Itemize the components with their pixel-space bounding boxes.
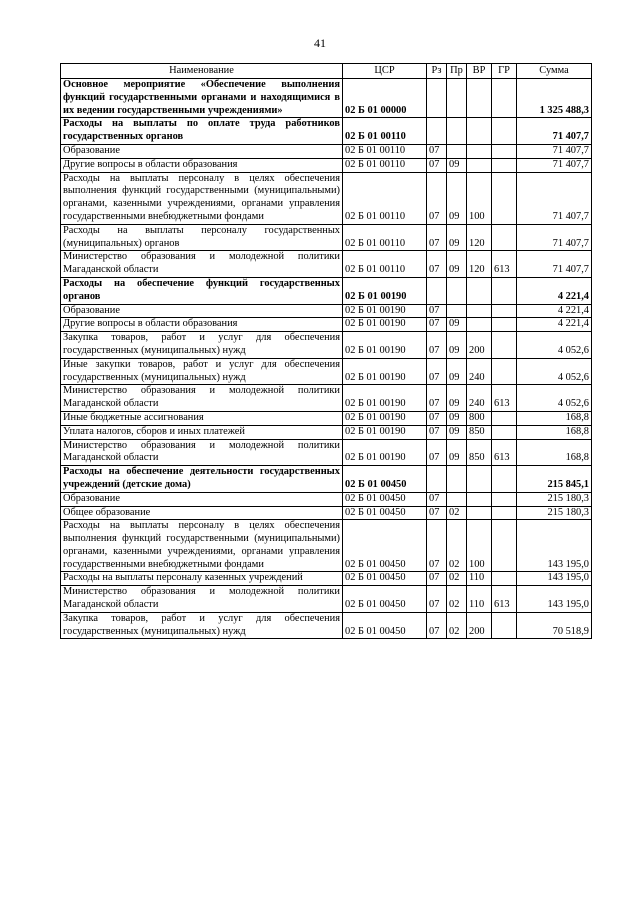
cell-rz: 07 — [427, 385, 447, 412]
cell-sum: 4 221,4 — [517, 318, 592, 332]
cell-name: Расходы на выплаты персоналу в целях обеспечения выполнения функций государственными (муниципальными) органами, казенными учреждениями, органами управления государственными внебюджетными фондами — [61, 520, 343, 572]
cell-gr — [492, 224, 517, 251]
cell-name: Иные закупки товаров, работ и услуг для обеспечения государственных (муниципальных) нужд — [61, 358, 343, 385]
cell-csr: 02 Б 01 00110 — [343, 158, 427, 172]
header-pr: Пр — [447, 64, 467, 79]
table-header-row — [61, 64, 592, 79]
cell-vr: 800 — [467, 411, 492, 425]
cell-vr: 120 — [467, 251, 492, 278]
cell-sum: 215 180,3 — [517, 506, 592, 520]
cell-rz: 07 — [427, 586, 447, 613]
cell-vr: 200 — [467, 332, 492, 359]
cell-pr: 09 — [447, 439, 467, 466]
cell-csr: 02 Б 01 00190 — [343, 304, 427, 318]
cell-csr: 02 Б 01 00000 — [343, 79, 427, 118]
budget-table — [60, 63, 592, 639]
cell-gr: 613 — [492, 439, 517, 466]
cell-pr: 09 — [447, 358, 467, 385]
cell-name: Министерство образования и молодежной политики Магаданской области — [61, 439, 343, 466]
cell-vr — [467, 492, 492, 506]
cell-sum: 4 052,6 — [517, 332, 592, 359]
cell-pr — [447, 304, 467, 318]
cell-rz: 07 — [427, 425, 447, 439]
table-row — [61, 251, 592, 278]
header-sum: Сумма — [517, 64, 592, 79]
cell-sum: 1 325 488,3 — [517, 79, 592, 118]
cell-sum: 168,8 — [517, 411, 592, 425]
table-row — [61, 358, 592, 385]
cell-csr: 02 Б 01 00450 — [343, 492, 427, 506]
cell-rz — [427, 79, 447, 118]
cell-pr: 09 — [447, 224, 467, 251]
cell-vr: 240 — [467, 358, 492, 385]
cell-pr — [447, 277, 467, 304]
cell-name: Другие вопросы в области образования — [61, 318, 343, 332]
cell-pr: 09 — [447, 385, 467, 412]
cell-pr: 09 — [447, 158, 467, 172]
cell-rz: 07 — [427, 411, 447, 425]
table-row — [61, 586, 592, 613]
cell-vr — [467, 118, 492, 145]
cell-csr: 02 Б 01 00450 — [343, 466, 427, 493]
cell-pr: 09 — [447, 172, 467, 224]
cell-sum: 70 518,9 — [517, 612, 592, 639]
cell-rz: 07 — [427, 318, 447, 332]
cell-pr: 02 — [447, 586, 467, 613]
cell-name: Основное мероприятие «Обеспечение выполнения функций государственными органами и находящимися в их ведении государственными учреждениями» — [61, 79, 343, 118]
cell-gr — [492, 358, 517, 385]
cell-pr: 09 — [447, 425, 467, 439]
cell-sum: 71 407,7 — [517, 158, 592, 172]
cell-csr: 02 Б 01 00110 — [343, 251, 427, 278]
cell-sum: 168,8 — [517, 425, 592, 439]
cell-vr: 110 — [467, 586, 492, 613]
cell-pr: 09 — [447, 251, 467, 278]
cell-name: Общее образование — [61, 506, 343, 520]
cell-vr — [467, 304, 492, 318]
table-body — [61, 79, 592, 639]
cell-gr — [492, 506, 517, 520]
cell-vr: 200 — [467, 612, 492, 639]
cell-name: Образование — [61, 304, 343, 318]
cell-gr — [492, 304, 517, 318]
table-row — [61, 318, 592, 332]
cell-rz: 07 — [427, 612, 447, 639]
cell-pr — [447, 144, 467, 158]
table-row — [61, 572, 592, 586]
cell-rz: 07 — [427, 358, 447, 385]
cell-csr: 02 Б 01 00190 — [343, 318, 427, 332]
header-rz: Рз — [427, 64, 447, 79]
cell-sum: 143 195,0 — [517, 586, 592, 613]
cell-pr: 09 — [447, 411, 467, 425]
cell-gr: 613 — [492, 586, 517, 613]
cell-gr — [492, 411, 517, 425]
table-row — [61, 304, 592, 318]
cell-csr: 02 Б 01 00190 — [343, 358, 427, 385]
table-row — [61, 172, 592, 224]
cell-rz: 07 — [427, 251, 447, 278]
cell-vr — [467, 466, 492, 493]
cell-sum: 71 407,7 — [517, 251, 592, 278]
cell-name: Закупка товаров, работ и услуг для обеспечения государственных (муниципальных) нужд — [61, 612, 343, 639]
cell-sum: 143 195,0 — [517, 572, 592, 586]
cell-pr: 09 — [447, 332, 467, 359]
cell-pr: 02 — [447, 572, 467, 586]
cell-csr: 02 Б 01 00190 — [343, 277, 427, 304]
cell-sum: 168,8 — [517, 439, 592, 466]
cell-name: Расходы на выплаты персоналу казенных учреждений — [61, 572, 343, 586]
cell-pr: 09 — [447, 318, 467, 332]
cell-csr: 02 Б 01 00450 — [343, 572, 427, 586]
cell-sum: 143 195,0 — [517, 520, 592, 572]
cell-rz — [427, 277, 447, 304]
cell-csr: 02 Б 01 00450 — [343, 612, 427, 639]
table-row — [61, 158, 592, 172]
cell-rz: 07 — [427, 572, 447, 586]
cell-rz — [427, 118, 447, 145]
cell-name: Иные бюджетные ассигнования — [61, 411, 343, 425]
table-row — [61, 224, 592, 251]
cell-vr: 240 — [467, 385, 492, 412]
table-row — [61, 118, 592, 145]
header-name: Наименование — [61, 64, 343, 79]
cell-pr — [447, 492, 467, 506]
cell-gr — [492, 144, 517, 158]
cell-rz: 07 — [427, 172, 447, 224]
cell-name: Образование — [61, 492, 343, 506]
cell-csr: 02 Б 01 00190 — [343, 439, 427, 466]
cell-name: Министерство образования и молодежной политики Магаданской области — [61, 385, 343, 412]
table-row — [61, 612, 592, 639]
cell-pr — [447, 466, 467, 493]
cell-sum: 71 407,7 — [517, 172, 592, 224]
cell-rz: 07 — [427, 332, 447, 359]
cell-pr — [447, 79, 467, 118]
cell-sum: 4 221,4 — [517, 277, 592, 304]
cell-name: Закупка товаров, работ и услуг для обеспечения государственных (муниципальных) нужд — [61, 332, 343, 359]
table-row — [61, 506, 592, 520]
table-row — [61, 466, 592, 493]
table-row — [61, 520, 592, 572]
cell-sum: 4 221,4 — [517, 304, 592, 318]
cell-pr: 02 — [447, 520, 467, 572]
cell-rz: 07 — [427, 492, 447, 506]
cell-rz: 07 — [427, 304, 447, 318]
cell-name: Расходы на обеспечение деятельности государственных учреждений (детские дома) — [61, 466, 343, 493]
cell-vr: 100 — [467, 172, 492, 224]
cell-rz: 07 — [427, 224, 447, 251]
cell-name: Образование — [61, 144, 343, 158]
table-row — [61, 332, 592, 359]
cell-name: Расходы на выплаты персоналу государственных (муниципальных) органов — [61, 224, 343, 251]
cell-csr: 02 Б 01 00110 — [343, 224, 427, 251]
cell-csr: 02 Б 01 00450 — [343, 586, 427, 613]
header-vr: ВР — [467, 64, 492, 79]
cell-csr: 02 Б 01 00190 — [343, 332, 427, 359]
table-row — [61, 144, 592, 158]
cell-csr: 02 Б 01 00450 — [343, 506, 427, 520]
cell-vr: 850 — [467, 425, 492, 439]
cell-csr: 02 Б 01 00110 — [343, 172, 427, 224]
cell-gr — [492, 332, 517, 359]
cell-vr — [467, 158, 492, 172]
cell-name: Другие вопросы в области образования — [61, 158, 343, 172]
cell-sum: 4 052,6 — [517, 358, 592, 385]
cell-gr — [492, 466, 517, 493]
cell-gr — [492, 79, 517, 118]
cell-gr — [492, 277, 517, 304]
cell-name: Расходы на обеспечение функций государственных органов — [61, 277, 343, 304]
cell-gr — [492, 158, 517, 172]
table-row — [61, 79, 592, 118]
cell-csr: 02 Б 01 00190 — [343, 385, 427, 412]
cell-rz: 07 — [427, 506, 447, 520]
cell-sum: 71 407,7 — [517, 224, 592, 251]
cell-vr — [467, 506, 492, 520]
cell-gr — [492, 612, 517, 639]
table-row — [61, 492, 592, 506]
cell-name: Министерство образования и молодежной политики Магаданской области — [61, 586, 343, 613]
cell-vr — [467, 318, 492, 332]
cell-sum: 215 845,1 — [517, 466, 592, 493]
cell-rz — [427, 466, 447, 493]
cell-csr: 02 Б 01 00110 — [343, 144, 427, 158]
cell-sum: 71 407,7 — [517, 118, 592, 145]
cell-name: Расходы на выплаты по оплате труда работников государственных органов — [61, 118, 343, 145]
cell-rz: 07 — [427, 520, 447, 572]
cell-sum: 4 052,6 — [517, 385, 592, 412]
cell-rz: 07 — [427, 158, 447, 172]
cell-pr: 02 — [447, 506, 467, 520]
cell-pr: 02 — [447, 612, 467, 639]
table-row — [61, 411, 592, 425]
table-row — [61, 425, 592, 439]
header-csr: ЦСР — [343, 64, 427, 79]
table-row — [61, 439, 592, 466]
cell-vr: 850 — [467, 439, 492, 466]
cell-gr — [492, 172, 517, 224]
cell-name: Расходы на выплаты персоналу в целях обеспечения выполнения функций государственными (муниципальными) органами, казенными учреждениями, органами управления государственными внебюджетными фондами — [61, 172, 343, 224]
cell-sum: 71 407,7 — [517, 144, 592, 158]
cell-gr — [492, 520, 517, 572]
cell-name: Министерство образования и молодежной политики Магаданской области — [61, 251, 343, 278]
header-gr: ГР — [492, 64, 517, 79]
table-row — [61, 277, 592, 304]
cell-vr — [467, 277, 492, 304]
cell-csr: 02 Б 01 00110 — [343, 118, 427, 145]
cell-vr — [467, 144, 492, 158]
cell-csr: 02 Б 01 00450 — [343, 520, 427, 572]
cell-gr — [492, 118, 517, 145]
cell-rz: 07 — [427, 144, 447, 158]
cell-vr: 120 — [467, 224, 492, 251]
cell-rz: 07 — [427, 439, 447, 466]
cell-name: Уплата налогов, сборов и иных платежей — [61, 425, 343, 439]
cell-sum: 215 180,3 — [517, 492, 592, 506]
page-number: 41 — [314, 36, 326, 50]
cell-gr: 613 — [492, 385, 517, 412]
cell-csr: 02 Б 01 00190 — [343, 411, 427, 425]
table-row — [61, 385, 592, 412]
cell-vr — [467, 79, 492, 118]
cell-gr — [492, 492, 517, 506]
cell-gr — [492, 318, 517, 332]
cell-vr: 110 — [467, 572, 492, 586]
cell-csr: 02 Б 01 00190 — [343, 425, 427, 439]
cell-gr: 613 — [492, 251, 517, 278]
cell-pr — [447, 118, 467, 145]
cell-gr — [492, 572, 517, 586]
cell-vr: 100 — [467, 520, 492, 572]
cell-gr — [492, 425, 517, 439]
